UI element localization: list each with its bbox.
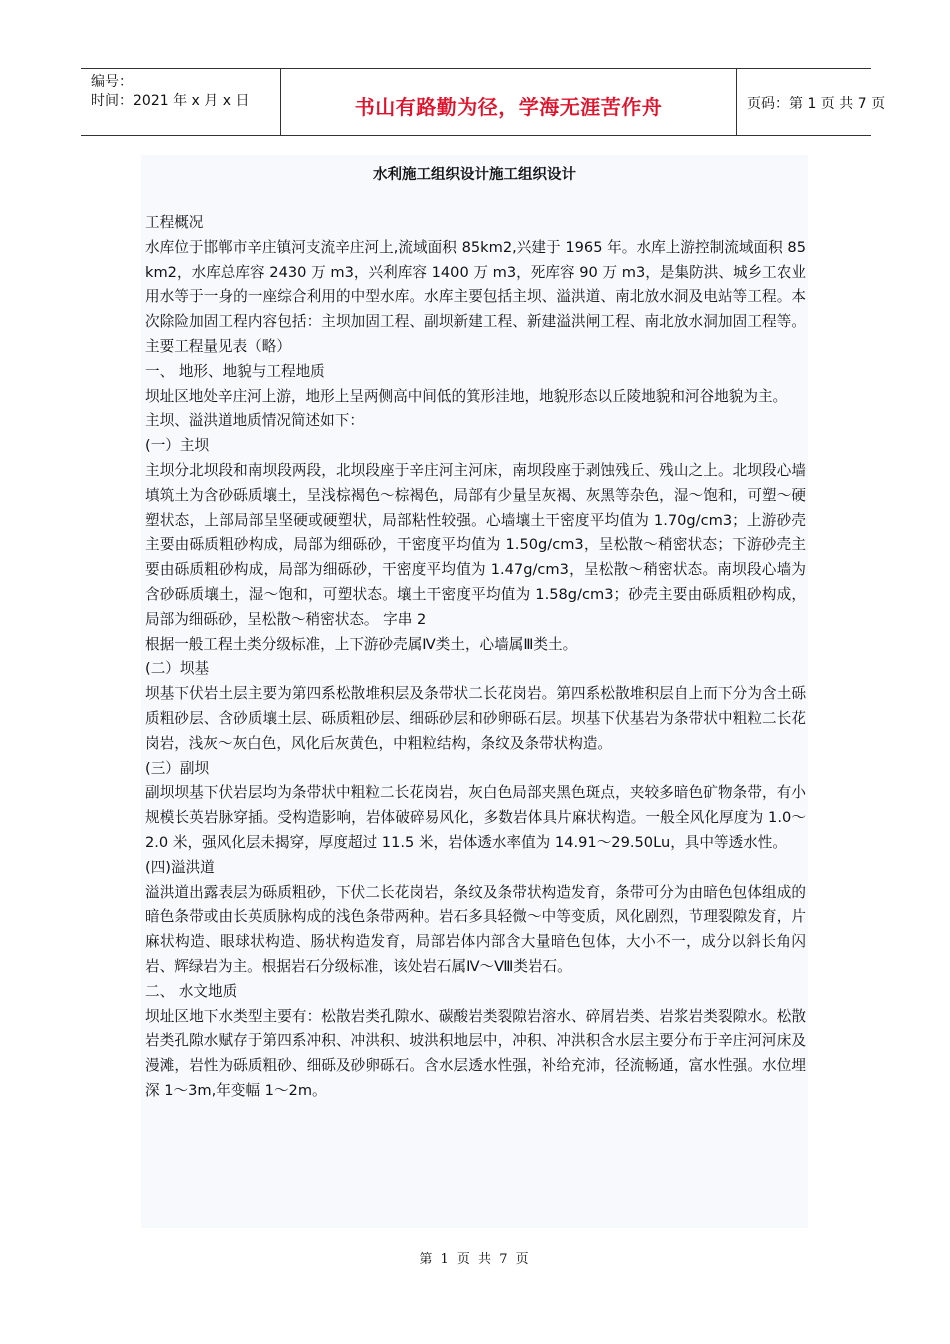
paragraph: 工程概况 — [145, 214, 204, 231]
motto-text: 书山有路勤为径，学海无涯苦作舟 — [354, 95, 663, 119]
paragraph: 坝基下伏岩土层主要为第四系松散堆积层及条带状二长花岗岩。第四系松散堆积层自上而下分为含土砾质粗砂层、含砂质壤土层、砾质粗砂层、细砾砂层和砂卵砾石层。坝基下伏基岩为条带状中粗粒二长花岗岩，浅灰～灰白色，风化后灰黄色，中粗粒结构，条纹及条带状构造。 — [145, 685, 806, 752]
paragraph: (三）副坝 — [145, 759, 210, 777]
paragraph: 溢洪道出露表层为砾质粗砂，下伏二长花岗岩，条纹及条带状构造发育，条带可分为由暗色包体组成的暗色条带或由长英质脉构成的浅色条带两种。岩石多具轻微～中等变质，风化剧烈，节理裂隙发育，片麻状构造、眼球状构造、肠状构造发育，局部岩体内部含大量暗色包体，大小不一，成分以斜长角闪岩、辉绿岩为主。根据岩石分级标准，该处岩石属Ⅳ～Ⅷ类岩石。 — [145, 883, 806, 975]
page-footer: 第 1 页 共 7 页 — [419, 1252, 531, 1267]
paragraph: 一、 地形、地貌与工程地质 — [145, 362, 325, 380]
document-title: 水利施工组织设计施工组织设计 — [373, 167, 576, 183]
paragraph-list — [145, 211, 806, 1104]
paragraph: (二）坝基 — [145, 660, 210, 678]
document-body — [141, 155, 808, 1228]
paragraph: 坝址区地下水类型主要有：松散岩类孔隙水、碳酸岩类裂隙岩溶水、碎屑岩类、岩浆岩类裂隙水。松散岩类孔隙水赋存于第四系冲积、冲洪积、坡洪积地层中，冲积、冲洪积含水层主要分布于辛庄河河床及漫滩，岩性为砾质粗砂、细砾及砂卵砾石。含水层透水性强，补给充沛，径流畅通，富水性强。水位埋深 1～3m,年变幅 1～2m。 — [145, 1007, 806, 1099]
header-motto-cell — [281, 69, 737, 135]
header-table — [81, 68, 886, 136]
paragraph: 二、 水文地质 — [145, 982, 238, 1000]
paragraph: 主坝分北坝段和南坝段两段，北坝段座于辛庄河主河床，南坝段座于剥蚀残丘、残山之上。北坝段心墙填筑土为含砂砾质壤土，呈浅棕褐色～棕褐色，局部有少量呈灰褐、灰黑等杂色，湿～饱和，可塑～硬塑状态，上部局部呈坚硬或硬塑状，局部粘性较强。心墙壤土干密度平均值为 1.70g/cm3；上游砂壳主要由砾质粗砂构成，局部为细砾砂，干密度平均值为 1.50g/cm3，呈松散～稍密状态；下游砂壳主要由砾质粗砂构成，局部为细砾砂，干密度平均值为 1.47g/cm3，呈松散～稍密状态。南坝段心墙为含砂砾质壤土，湿～饱和，可塑状态。壤土干密度平均值为 1.58g/cm3；砂壳主要由砾质粗砂构成，局部为细砾砂，呈松散～稍密状态。 字串 2 — [145, 461, 806, 628]
paragraph: 水库位于邯郸市辛庄镇河支流辛庄河上,流域面积 85km2,兴建于 1965 年。水库上游控制流域面积 85km2，水库总库容 2430 万 m3，兴利库容 1400 万 m3，死库容 90 万 m3，是集防洪、城乡工农业用水等于一身的一座综合利用的中型水库。水库主要包括主坝、溢洪道、南北放水洞及电站等工程。本次除险加固工程内容包括：主坝加固工程、副坝新建工程、新建溢洪闸工程、南北放水洞加固工程等。主要工程量见表（略） — [145, 238, 806, 355]
paragraph: 根据一般工程土类分级标准，上下游砂壳属Ⅳ类土，心墙属Ⅲ类土。 — [145, 635, 578, 653]
paragraph: (四)溢洪道 — [145, 858, 215, 876]
header-page-cell — [737, 69, 886, 135]
paragraph: 副坝坝基下伏岩层均为条带状中粗粒二长花岗岩，灰白色局部夹黑色斑点，夹较多暗色矿物条带，有小规模长英岩脉穿插。受构造影响，岩体破碎易风化，多数岩体具片麻状构造。一般全风化厚度为 1.0～2.0 米，强风化层未揭穿，厚度超过 11.5 米，岩体透水率值为 14.91～29.50Lu，具中等透水性。 — [145, 784, 806, 851]
header-meta-cell — [81, 69, 281, 135]
paragraph: 主坝、溢洪道地质情况简述如下： — [145, 412, 364, 430]
paragraph: 坝址区地处辛庄河上游，地形上呈两侧高中间低的箕形洼地，地貌形态以丘陵地貌和河谷地貌为主。 — [145, 387, 788, 405]
paragraph: (一）主坝 — [145, 437, 210, 455]
number-label: 编号： — [91, 74, 133, 90]
page-label: 页码：第 1 页 共 7 页 — [747, 96, 886, 112]
date-label: 时间：2021 年 x 月 x 日 — [91, 93, 250, 109]
